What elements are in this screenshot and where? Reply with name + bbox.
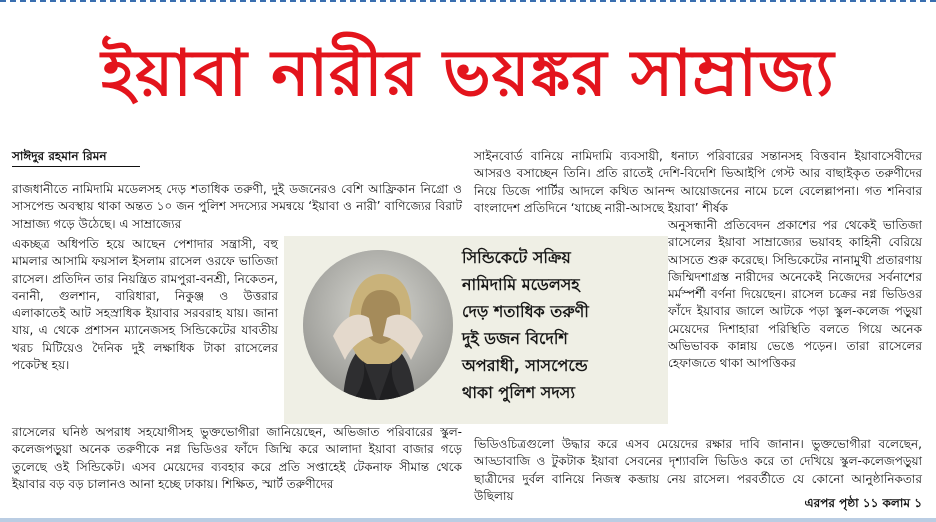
callout-line: দেড় শতাধিক তরুণী [462,302,589,321]
callout-line: দুই ডজন বিদেশি [462,329,568,348]
distressed-woman-photo [303,250,453,400]
continued-on-page-label: এরপর পৃষ্ঠা ১১ কলাম ১ [804,496,922,510]
byline: সাঈদুর রহমান রিমন [12,149,107,163]
right-column-paragraph-middle: অনুসন্ধানী প্রতিবেদন প্রকাশের পর থেকেই ভাতিজা রাসেলের ইয়াবা সাম্রাজ্যের ভয়াবহ কাহিনী বেরিয়ে আসতে শুরু করেছে। সিন্ডিকেটের নানামুখী প্রতারণায় জিম্মিদশাগ্রস্ত নারীদের অনেকেই নিজেদের সর্বনাশের মর্মস্পর্শী বর্ণনা দিয়েছেন। রাসেল চক্রের নগ্ন ভিডিওর ফাঁদে ইয়াবার জালে আটকে পড়া স্কুল-কলেজ পড়ুয়া মেয়েদের দিশাহারা পরিস্থিতি বলতে গিয়ে অনেক অভিভাবক কান্নায় ভেঙে পড়েন। তারা রাসেলের হেফাজতে থাকা আপত্তিকর [668,218,922,371]
callout-line: থাকা পুলিশ সদস্য [462,383,575,402]
bottom-border-rule [0,518,936,522]
headline: ইয়াবা নারীর ভয়ঙ্কর সাম্রাজ্য [101,37,835,111]
right-column-paragraph-bottom: ভিডিওচিত্রগুলো উদ্ধার করে এসব মেয়েদের রক্ষার দাবি জানান। ভুক্তভোগীরা বলেছেন, আড্ডাবাজি ও টুকটাক ইয়াবা সেবনের দৃশ্যাবলি ভিডিও করে তা দেখিয়ে স্কুল-কলেজপড়ুয়া ছাত্রীদের দুর্বল বানিয়ে নিজস্ব কব্জায় নেয় রাসেল। পরবর্তীতে যে কোনো আনুষ্ঠানিকতার উছিলায় [474,437,922,503]
callout-line: নামিদামি মডেলসহ [462,275,580,294]
callout-quote [462,244,662,416]
top-border-rule [0,0,936,3]
left-column-paragraph-top: রাজধানীতে নামিদামি মডেলসহ দেড় শতাধিক তরুণী, দুই ডজনেরও বেশি আফ্রিকান নিগ্রো ও সাসপেন্ড অবস্থায় থাকা অন্তত ১০ জন পুলিশ সদস্যের সমন্বয়ে ‘ইয়াবা ও নারী’ বাণিজ্যের বিরাট সাম্রাজ্য গড়ে উঠেছে। এ সাম্রাজ্যের [12,182,462,231]
woman-silhouette-illustration [303,250,453,400]
byline-underline [12,166,140,167]
callout-line: অপরাধী, সাসপেন্ডে [462,356,588,375]
callout-line: সিন্ডিকেটে সক্রিয় [462,248,571,267]
left-column-paragraph-bottom: রাসেলের ঘনিষ্ঠ অপরাধ সহযোগীসহ ভুক্তভোগীরা জানিয়েছেন, অভিজাত পরিবারের স্কুল-কলেজপড়ুয়া অনেক তরুণীকে নগ্ন ভিডিওর ফাঁদে জিম্মি করে আলাদা ইয়াবা বাজার গড়ে তুলেছে ওই সিন্ডিকেট। এসব মেয়েদের ব্যবহার করে প্রতি সপ্তাহেই টেকনাফ সীমান্ত থেকে ইয়াবার বড় বড় চালানও আনা হচ্ছে ঢাকায়। শিক্ষিত, স্মার্ট তরুণীদের [12,425,462,491]
left-column-paragraph-middle: একচ্ছত্র অধিপতি হয়ে আছেন পেশাদার সন্ত্রাসী, বহু মামলার আসামি ফয়সাল ইসলাম রাসেল ওরফে ভাতিজা রাসেল। প্রতিদিন তার নিয়ন্ত্রিত রামপুরা-বনশ্রী, নিকেতন, বনানী, গুলশান, বারিধারা, নিকুঞ্জ ও উত্তরার এলাকাতেই আট সহস্রাধিক ইয়াবার সরবরাহ যায়। জানা যায়, এ থেকে প্রশাসন ম্যানেজসহ সিন্ডিকেটের যাবতীয় খরচ মিটিয়েও দৈনিক দুই লক্ষাধিক টাকা রাসেলের পকেটস্থ হয়। [12,237,278,373]
right-column-paragraph-top: সাইনবোর্ড বানিয়ে নামিদামি ব্যবসায়ী, ধনাঢ্য পরিবারের সন্তানসহ বিত্তবান ইয়াবাসেবীদের আসরও বসাচ্ছেন তিনি। প্রতি রাতেই দেশি-বিদেশি ভিআইপি গেস্ট আর বাছাইকৃত তরুণীদের নিয়ে ডিজে পার্টির আদলে কথিত আনন্দ আয়োজনের নামে চলে বেলেল্লাপনা। গত শনিবার বাংলাদেশ প্রতিদিনে ‘যাচ্ছে নারী-আসছে ইয়াবা’ শীর্ষক [474,149,922,215]
